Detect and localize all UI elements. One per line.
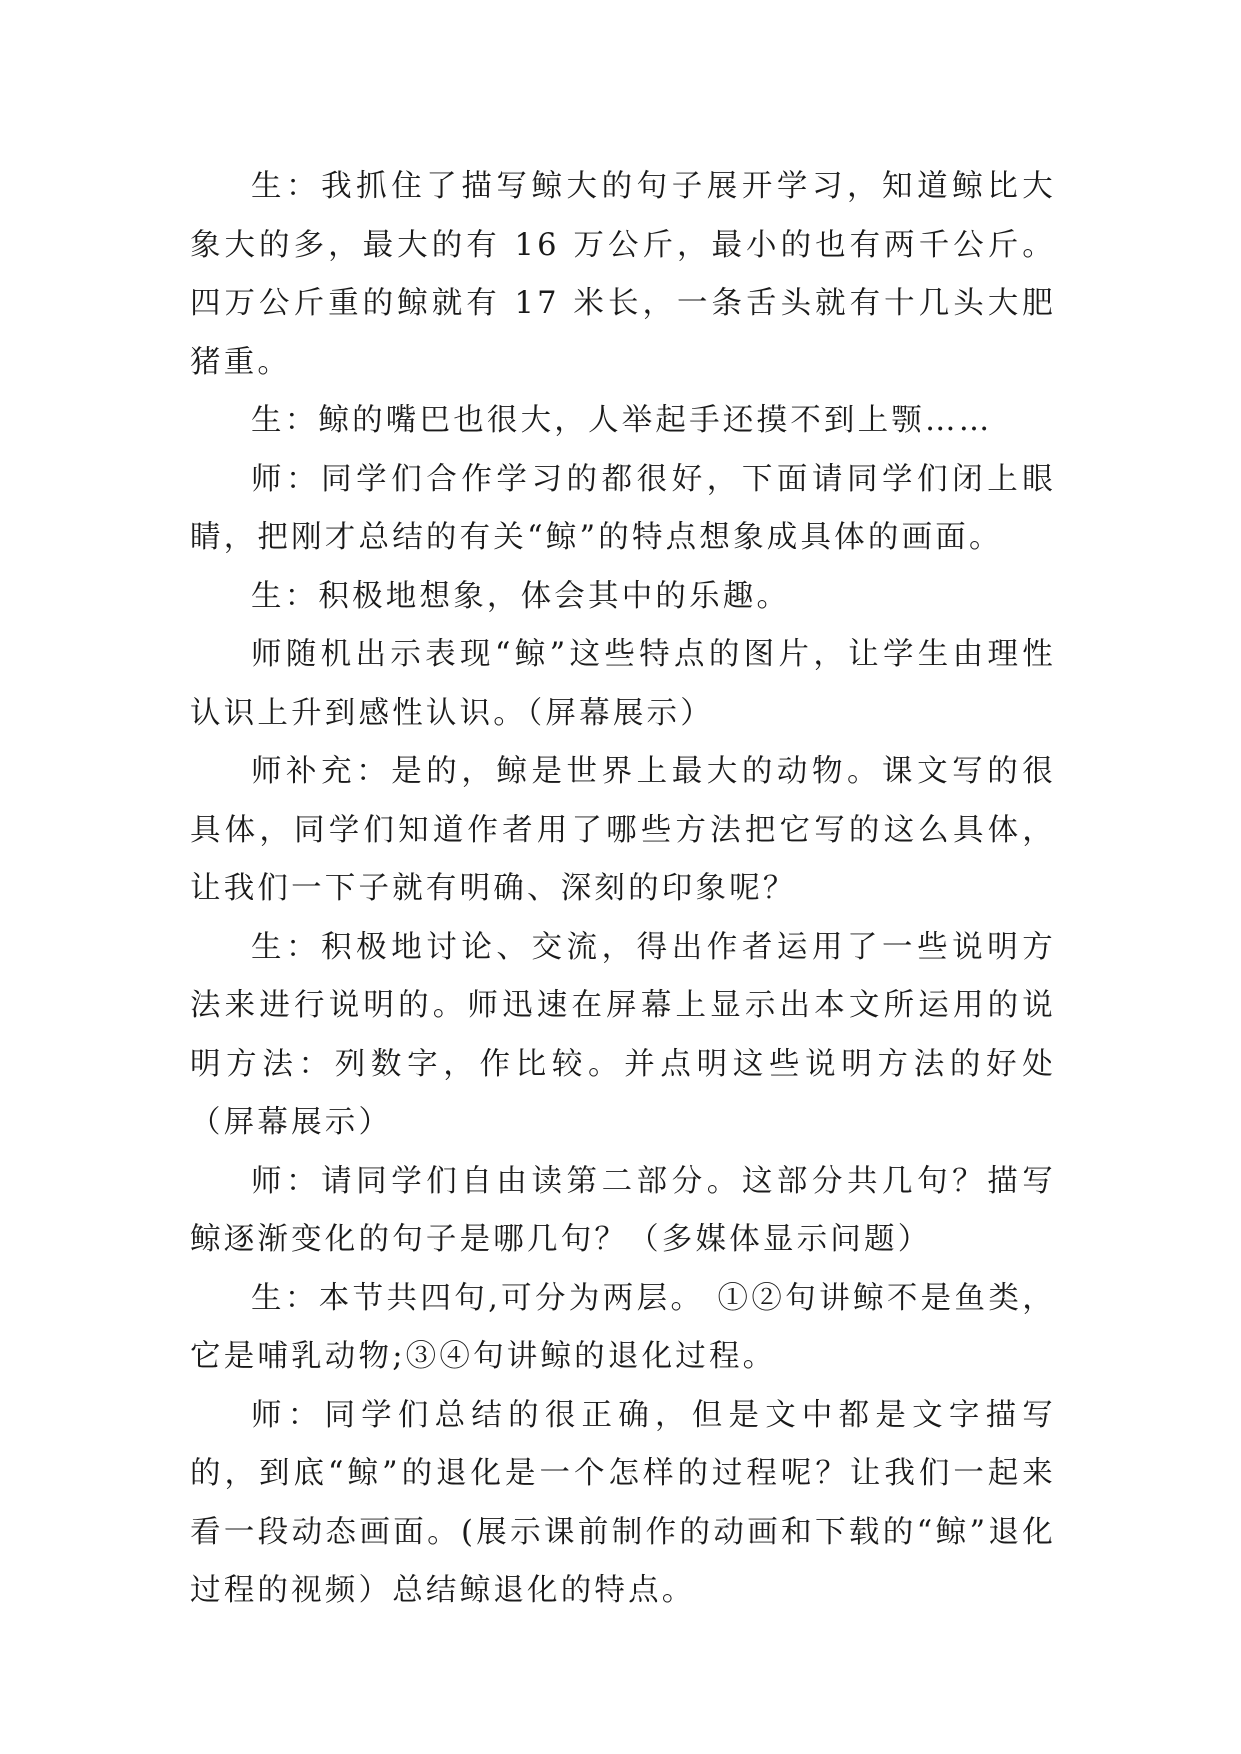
document-body (190, 158, 1056, 1621)
paragraph-teacher-imagine: 师：同学们合作学习的都很好，下面请同学们闭上眼睛，把刚才总结的有关“鲸”的特点想象成具体的画面。 (190, 461, 1056, 555)
paragraph-student-methods: 生：积极地讨论、交流，得出作者运用了一些说明方法来进行说明的。师迅速在屏幕上显示出本文所运用的说明方法：列数字，作比较。并点明这些说明方法的好处（屏幕展示） (190, 929, 1056, 1140)
paragraph-teacher-pictures: 师随机出示表现“鲸”这些特点的图片，让学生由理性认识上升到感性认识。（屏幕展示） (190, 637, 1056, 731)
paragraph-teacher-part-two: 师：请同学们自由读第二部分。这部分共几句？描写鲸逐渐变化的句子是哪几句？（多媒体显示问题） (190, 1163, 1056, 1257)
paragraph-teacher-evolution: 师：同学们总结的很正确，但是文中都是文字描写的，到底“鲸”的退化是一个怎样的过程呢？让我们一起来看一段动态画面。(展示课前制作的动画和下载的“鲸”退化过程的视频）总结鲸退化的特点。 (190, 1397, 1056, 1608)
paragraph-teacher-supplement: 师补充：是的，鲸是世界上最大的动物。课文写的很具体，同学们知道作者用了哪些方法把它写的这么具体，让我们一下子就有明确、深刻的印象呢？ (190, 754, 1056, 906)
paragraph-student-whale-mouth: 生：鲸的嘴巴也很大，人举起手还摸不到上颚…… (251, 403, 993, 438)
paragraph-student-imagine: 生：积极地想象，体会其中的乐趣。 (251, 578, 791, 614)
paragraph-student-four-sentences: 生：本节共四句,可分为两层。 ①②句讲鲸不是鱼类，它是哺乳动物;③④句讲鲸的退化过程。 (190, 1280, 1056, 1374)
paragraph-student-whale-size: 生：我抓住了描写鲸大的句子展开学习，知道鲸比大象大的多，最大的有 16 万公斤，最小的也有两千公斤。四万公斤重的鲸就有 17 米长，一条舌头就有十几头大肥猪重。 (190, 169, 1056, 380)
